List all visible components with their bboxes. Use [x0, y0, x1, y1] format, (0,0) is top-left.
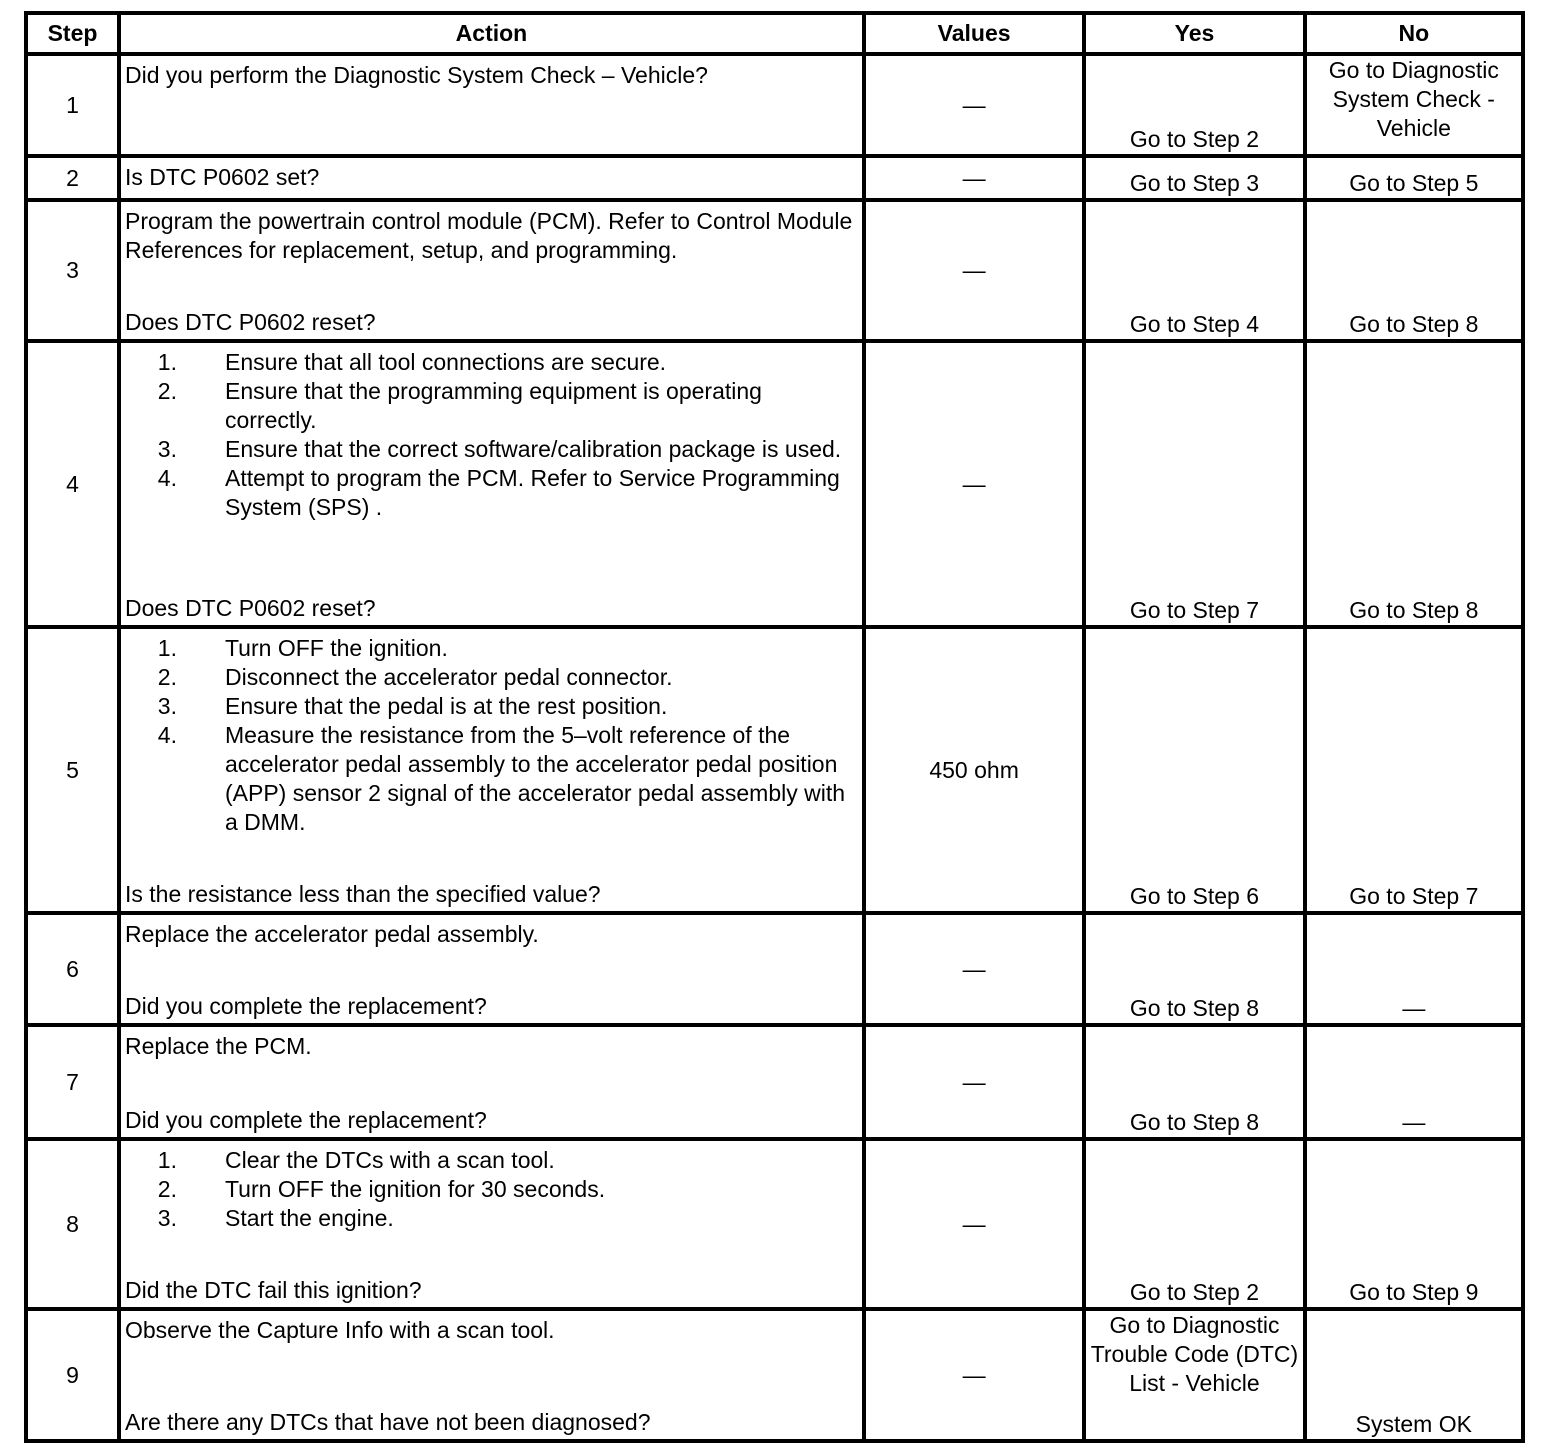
- no-cell: Go to Step 8: [1305, 200, 1523, 341]
- action-body: [125, 348, 854, 522]
- action-text: Replace the accelerator pedal assembly.: [124, 921, 539, 947]
- action-steps-list: [125, 348, 854, 522]
- action-body: [125, 1316, 854, 1345]
- action-cell: [119, 200, 864, 341]
- table-row: [26, 1309, 1523, 1441]
- yes-cell: Go to Step 4: [1084, 200, 1304, 341]
- list-item: [125, 1175, 854, 1204]
- list-item-text: Attempt to program the PCM. Refer to Service Programming System (SPS) .: [224, 465, 840, 520]
- table-row: [26, 1139, 1523, 1309]
- action-cell: [119, 1139, 864, 1309]
- table-row: [26, 341, 1523, 627]
- list-item-text: Measure the resistance from the 5–volt reference of the accelerator pedal assembly to the accelerator pedal position (APP) sensor 2 signal of the accelerator pedal assembly with a DMM.: [224, 722, 846, 835]
- values-cell: 450 ohm: [864, 627, 1084, 913]
- action-body: [125, 61, 854, 90]
- header-yes: Yes: [1084, 13, 1304, 54]
- values-cell: —: [864, 1309, 1084, 1441]
- action-cell: [119, 1309, 864, 1441]
- list-item-number: 3.: [157, 1205, 177, 1231]
- list-item: [125, 692, 854, 721]
- step-number: 4: [26, 341, 119, 627]
- no-cell: Go to Step 8: [1305, 341, 1523, 627]
- action-text: Observe the Capture Info with a scan tool.: [124, 1317, 555, 1343]
- action-body: [125, 207, 854, 265]
- list-item-number: 3.: [157, 693, 177, 719]
- list-item: [125, 721, 854, 837]
- list-item: [125, 464, 854, 522]
- no-cell: Go to Step 7: [1305, 627, 1523, 913]
- step-number: 9: [26, 1309, 119, 1441]
- action-body: [125, 163, 854, 192]
- list-item-number: 2.: [157, 1176, 177, 1202]
- table-row: [26, 156, 1523, 200]
- list-item-text: Turn OFF the ignition for 30 seconds.: [224, 1176, 606, 1202]
- yes-cell: Go to Step 8: [1084, 1025, 1304, 1139]
- list-item-text: Ensure that all tool connections are secure.: [224, 349, 667, 375]
- list-item: [125, 663, 854, 692]
- step-number: 1: [26, 54, 119, 156]
- list-item: [125, 348, 854, 377]
- values-cell: —: [864, 200, 1084, 341]
- yes-cell: Go to Step 7: [1084, 341, 1304, 627]
- values-cell: —: [864, 1139, 1084, 1309]
- action-question: Did you complete the replacement?: [124, 993, 487, 1019]
- no-cell: —: [1305, 1025, 1523, 1139]
- list-item-number: 2.: [157, 378, 177, 404]
- list-item-number: 3.: [157, 436, 177, 462]
- list-item-text: Clear the DTCs with a scan tool.: [224, 1147, 555, 1173]
- table-row: [26, 54, 1523, 156]
- no-cell: —: [1305, 913, 1523, 1025]
- header-no: No: [1305, 13, 1523, 54]
- header-action: Action: [119, 13, 864, 54]
- step-number: 5: [26, 627, 119, 913]
- action-body: [125, 1146, 854, 1233]
- action-question: Are there any DTCs that have not been diagnosed?: [124, 1409, 651, 1435]
- diagnostic-table: [24, 11, 1525, 1443]
- values-cell: —: [864, 1025, 1084, 1139]
- header-values: Values: [864, 13, 1084, 54]
- action-cell: [119, 54, 864, 156]
- yes-cell: Go to Step 3: [1084, 156, 1304, 200]
- yes-cell: Go to Step 2: [1084, 1139, 1304, 1309]
- header-row: [26, 13, 1523, 54]
- no-cell: Go to Step 5: [1305, 156, 1523, 200]
- list-item-number: 1.: [157, 349, 177, 375]
- list-item-number: 2.: [157, 664, 177, 690]
- action-body: [125, 634, 854, 837]
- step-number: 3: [26, 200, 119, 341]
- table-row: [26, 200, 1523, 341]
- yes-cell: Go to Diagnostic Trouble Code (DTC) List - Vehicle: [1084, 1309, 1304, 1441]
- action-body: [125, 1032, 854, 1061]
- list-item-number: 1.: [157, 1147, 177, 1173]
- no-cell: Go to Step 9: [1305, 1139, 1523, 1309]
- step-number: 2: [26, 156, 119, 200]
- action-cell: [119, 156, 864, 200]
- action-question: Does DTC P0602 reset?: [124, 595, 376, 621]
- list-item-number: 1.: [157, 635, 177, 661]
- list-item-text: Start the engine.: [224, 1205, 394, 1231]
- header-step: Step: [26, 13, 119, 54]
- no-cell: System OK: [1305, 1309, 1523, 1441]
- list-item: [125, 634, 854, 663]
- action-cell: [119, 1025, 864, 1139]
- table-row: [26, 1025, 1523, 1139]
- no-cell: Go to Diagnostic System Check - Vehicle: [1305, 54, 1523, 156]
- action-text: Program the powertrain control module (PCM). Refer to Control Module References for replacement, setup, and programming.: [124, 208, 853, 263]
- list-item-text: Turn OFF the ignition.: [224, 635, 448, 661]
- values-cell: —: [864, 913, 1084, 1025]
- list-item-text: Disconnect the accelerator pedal connector.: [224, 664, 673, 690]
- action-question: Is the resistance less than the specified value?: [124, 881, 601, 907]
- list-item-text: Ensure that the programming equipment is operating correctly.: [224, 378, 762, 433]
- step-number: 6: [26, 913, 119, 1025]
- list-item-text: Ensure that the pedal is at the rest position.: [224, 693, 668, 719]
- action-cell: [119, 341, 864, 627]
- action-question: Did you complete the replacement?: [124, 1107, 487, 1133]
- values-cell: —: [864, 341, 1084, 627]
- action-steps-list: [125, 1146, 854, 1233]
- list-item-number: 4.: [157, 465, 177, 491]
- action-text: Replace the PCM.: [124, 1033, 312, 1059]
- table-row: [26, 913, 1523, 1025]
- table-row: [26, 627, 1523, 913]
- list-item: [125, 435, 854, 464]
- yes-cell: Go to Step 6: [1084, 627, 1304, 913]
- action-question: Did the DTC fail this ignition?: [124, 1277, 422, 1303]
- list-item: [125, 1146, 854, 1175]
- action-question: Does DTC P0602 reset?: [124, 309, 376, 335]
- list-item-text: Ensure that the correct software/calibration package is used.: [224, 436, 842, 462]
- yes-cell: Go to Step 2: [1084, 54, 1304, 156]
- action-text: Did you perform the Diagnostic System Check – Vehicle?: [124, 62, 708, 88]
- list-item: [125, 377, 854, 435]
- action-body: [125, 920, 854, 949]
- list-item: [125, 1204, 854, 1233]
- values-cell: —: [864, 156, 1084, 200]
- values-cell: —: [864, 54, 1084, 156]
- step-number: 7: [26, 1025, 119, 1139]
- yes-cell: Go to Step 8: [1084, 913, 1304, 1025]
- step-number: 8: [26, 1139, 119, 1309]
- action-cell: [119, 627, 864, 913]
- action-text: Is DTC P0602 set?: [124, 164, 320, 190]
- action-cell: [119, 913, 864, 1025]
- list-item-number: 4.: [157, 722, 177, 748]
- action-steps-list: [125, 634, 854, 837]
